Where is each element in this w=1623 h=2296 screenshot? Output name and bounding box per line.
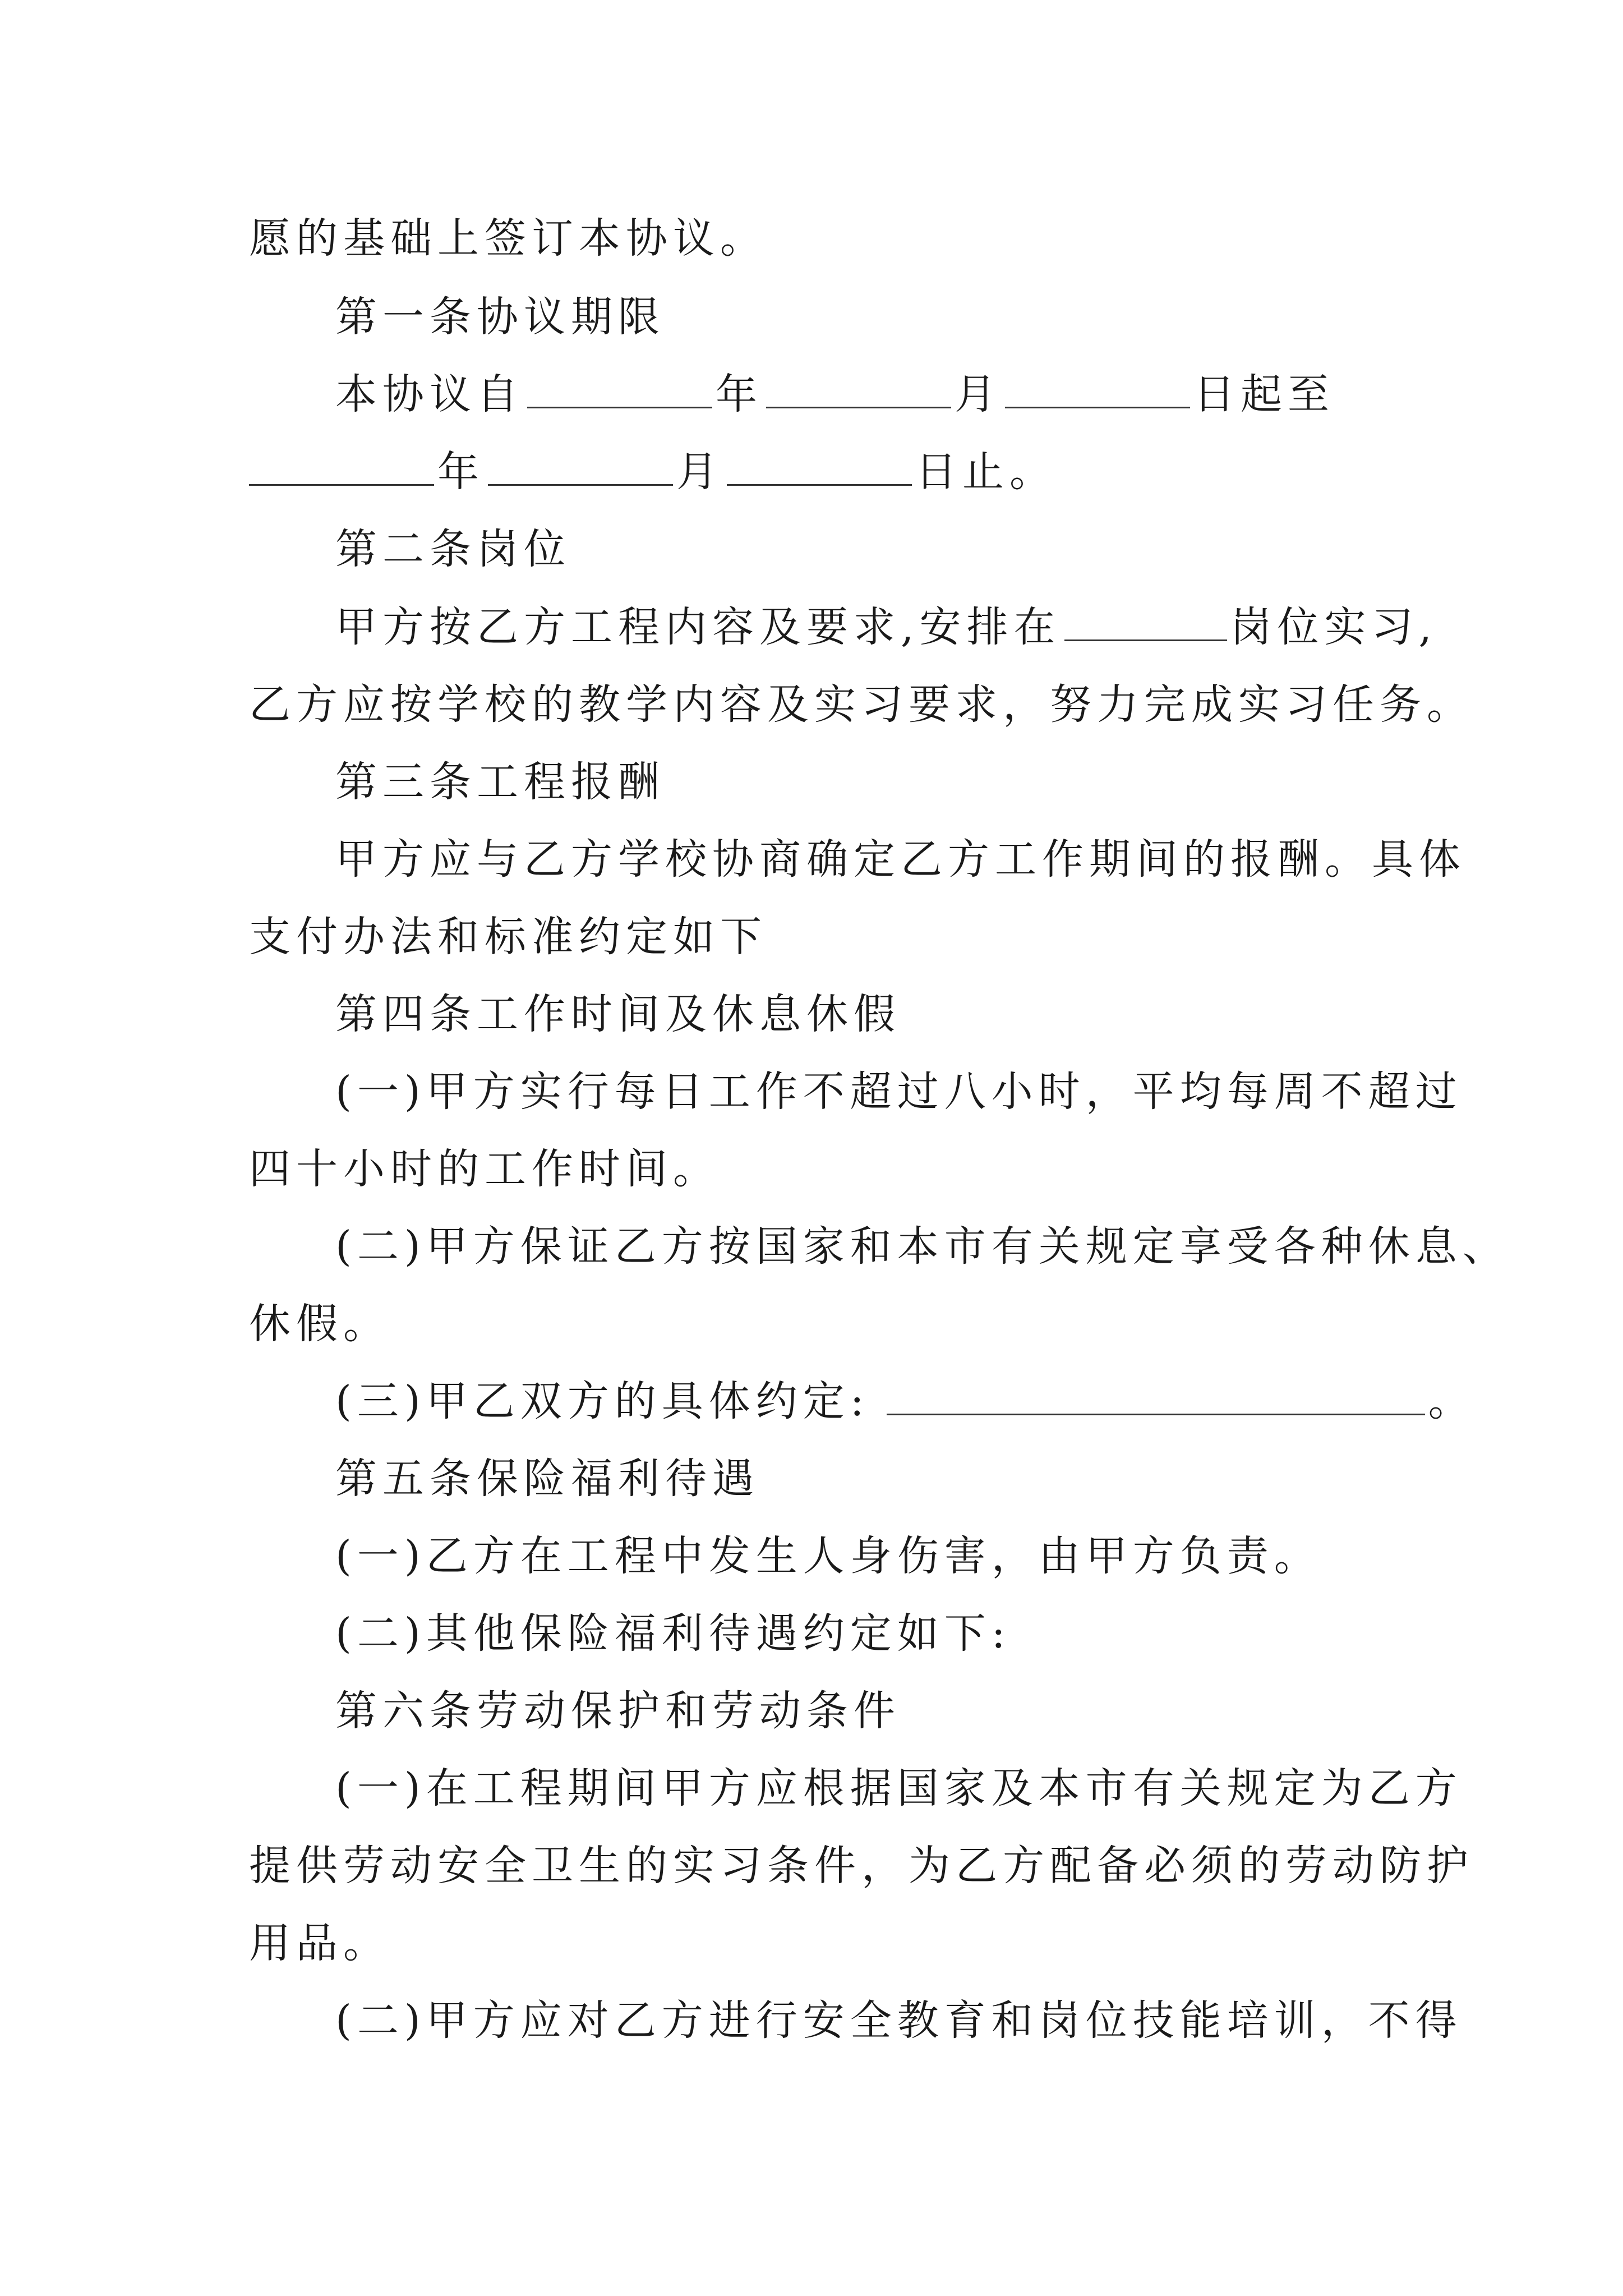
text-line	[249, 441, 1057, 503]
text-line: 四十小时的工作时间。	[249, 1145, 720, 1193]
text-line: (二)甲方保证乙方按国家和本市有关规定享受各种休息、	[335, 1222, 1510, 1271]
text-segment: (三)甲乙双方的具体约定:	[335, 1377, 870, 1425]
text-segment: 岗位实习,	[1230, 603, 1438, 651]
article-heading: 第二条岗位	[335, 525, 571, 573]
text-line: 乙方应按学校的教学内容及实习要求，努力完成实习任务。	[249, 680, 1474, 729]
text-segment: 月	[676, 448, 723, 496]
text-line: 用品。	[249, 1919, 390, 1967]
text-segment: 月	[955, 370, 1002, 418]
text-line	[335, 364, 1335, 425]
text-line	[335, 1370, 1476, 1432]
text-line: (一)在工程期间甲方应根据国家及本市有关规定为乙方	[335, 1764, 1463, 1812]
blank-field	[1005, 365, 1190, 408]
article-heading: 第五条保险福利待遇	[335, 1455, 759, 1503]
text-segment: 本协议自	[335, 370, 524, 418]
text-line: 休假。	[249, 1300, 390, 1348]
blank-field	[766, 365, 951, 408]
blank-field	[488, 443, 673, 486]
article-heading: 第三条工程报酬	[335, 758, 665, 806]
article-heading: 第一条协议期限	[335, 293, 665, 341]
blank-field	[887, 1372, 1425, 1415]
text-segment: 年	[716, 370, 763, 418]
text-line: 支付办法和标准约定如下	[249, 913, 767, 961]
text-line: (二)甲方应对乙方进行安全教育和岗位技能培训，不得	[335, 1996, 1463, 2045]
text-line: 愿的基础上签订本协议。	[249, 214, 767, 263]
blank-field	[249, 443, 434, 486]
article-heading: 第六条劳动保护和劳动条件	[335, 1687, 901, 1735]
blank-field	[727, 443, 912, 486]
text-line: (一)乙方在工程中发生人身伤害，由甲方负责。	[335, 1532, 1321, 1580]
text-line: (一)甲方实行每日工作不超过八小时，平均每周不超过	[335, 1068, 1463, 1116]
text-line: 甲方应与乙方学校协商确定乙方工作期间的报酬。具体	[335, 835, 1466, 884]
text-line: (二)其他保险福利待遇约定如下:	[335, 1609, 1011, 1658]
blank-field	[527, 365, 712, 408]
text-line	[335, 596, 1437, 658]
text-segment: 年	[437, 448, 485, 496]
blank-field	[1064, 598, 1227, 641]
text-line: 提供劳动安全卫生的实习条件，为乙方配备必须的劳动防护	[249, 1842, 1474, 1890]
text-segment: 日止。	[915, 448, 1057, 496]
text-segment: 甲方按乙方工程内容及要求,安排在	[335, 603, 1061, 651]
text-segment: 日起至	[1193, 370, 1335, 418]
text-segment: 。	[1428, 1377, 1476, 1425]
article-heading: 第四条工作时间及休息休假	[335, 990, 901, 1038]
